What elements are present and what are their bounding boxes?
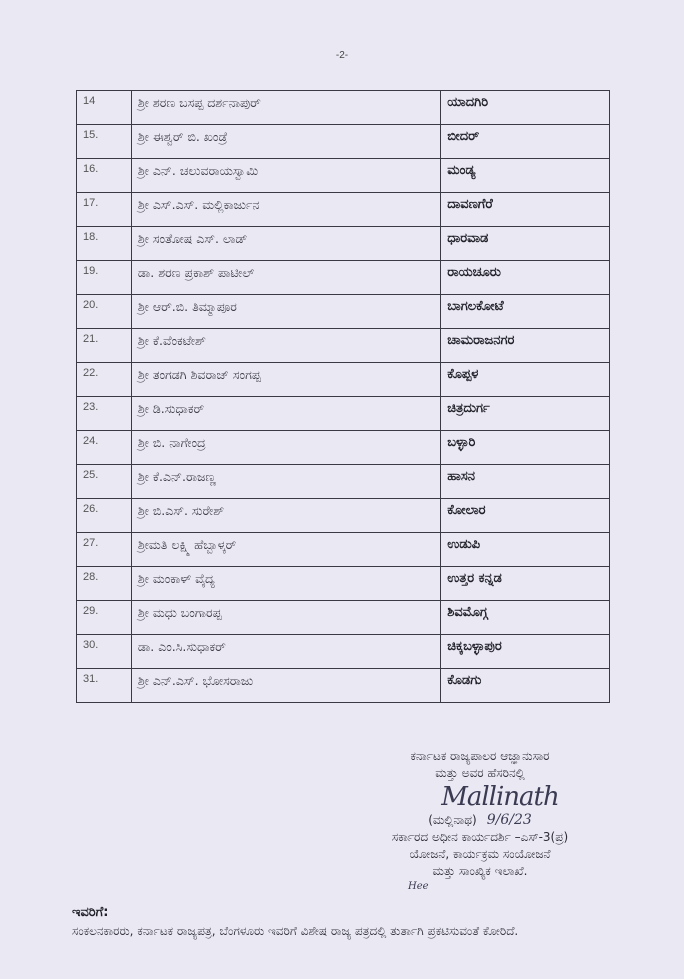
recipient-heading: ಇವರಿಗೆ:	[72, 905, 109, 920]
minister-district-table	[76, 90, 610, 703]
table-row	[77, 533, 610, 567]
signature-block	[330, 748, 630, 894]
serial-number: 29.	[77, 601, 132, 635]
minister-name: ಶ್ರೀ ಈಶ್ವರ್ ಬಿ. ಖಂಡ್ರೆ	[131, 125, 440, 159]
district-name: ಚಾಮರಾಜನಗರ	[441, 329, 610, 363]
authority-line-1: ಕರ್ನಾಟಕ ರಾಜ್ಯಪಾಲರ ಆಜ್ಞಾನುಸಾರ	[410, 749, 550, 763]
page-number: -2-	[335, 50, 349, 61]
minister-name: ಶ್ರೀ ಎನ್. ಚಲುವರಾಯಸ್ವಾಮಿ	[131, 159, 440, 193]
serial-number: 27.	[77, 533, 132, 567]
table-row	[77, 261, 610, 295]
minister-name: ಶ್ರೀ ಎಸ್.ಎಸ್. ಮಲ್ಲಿಕಾರ್ಜುನ	[131, 193, 440, 227]
department-line-2: ಮತ್ತು ಸಾಂಖ್ಯಿಕ ಇಲಾಖೆ.	[432, 864, 528, 878]
table-row	[77, 397, 610, 431]
district-name: ಕೊಡಗು	[441, 669, 610, 703]
district-name: ಧಾರವಾಡ	[441, 227, 610, 261]
district-name: ಚಿಕ್ಕಬಳ್ಳಾಪುರ	[441, 635, 610, 669]
table-row	[77, 431, 610, 465]
district-name: ಉಡುಪಿ	[441, 533, 610, 567]
signatory-name: (ಮಲ್ಲಿನಾಥ)	[428, 813, 477, 827]
table-row	[77, 91, 610, 125]
table-row	[77, 601, 610, 635]
minister-name: ಡಾ. ಎಂ.ಸಿ.ಸುಧಾಕರ್	[131, 635, 440, 669]
serial-number: 18.	[77, 227, 132, 261]
signatory-line	[330, 812, 630, 829]
signature-date: 9/6/23	[486, 812, 532, 828]
department-line-1: ಯೋಜನೆ, ಕಾರ್ಯಕ್ರಮ ಸಂಯೋಜನೆ	[409, 847, 551, 861]
minister-name: ಶ್ರೀ ತಂಗಡಗಿ ಶಿವರಾಜ್ ಸಂಗಪ್ಪ	[131, 363, 440, 397]
serial-number: 14	[77, 91, 132, 125]
table-row	[77, 295, 610, 329]
serial-number: 17.	[77, 193, 132, 227]
table-row	[77, 363, 610, 397]
table-row	[77, 227, 610, 261]
minister-name: ಶ್ರೀ ಬಿ. ನಾಗೇಂದ್ರ	[131, 431, 440, 465]
table-row	[77, 465, 610, 499]
district-name: ಬಳ್ಳಾರಿ	[441, 431, 610, 465]
district-name: ಹಾಸನ	[441, 465, 610, 499]
table-row	[77, 567, 610, 601]
authority-line-2: ಮತ್ತು ಅವರ ಹೆಸರಿನಲ್ಲಿ	[435, 766, 525, 780]
district-name: ರಾಯಚೂರು	[441, 261, 610, 295]
district-name: ಮಂಡ್ಯ	[441, 159, 610, 193]
serial-number: 19.	[77, 261, 132, 295]
district-name: ದಾವಣಗೆರೆ	[441, 193, 610, 227]
minister-name: ಶ್ರೀ ಶರಣ ಬಸಪ್ಪ ದರ್ಶನಾಪುರ್	[131, 91, 440, 125]
minister-name: ಶ್ರೀ ಎನ್.ಎಸ್. ಭೋಸರಾಜು	[131, 669, 440, 703]
minister-name: ಶ್ರೀ ಕೆ.ವೆಂಕಟೇಶ್	[131, 329, 440, 363]
minister-name: ಡಾ. ಶರಣ ಪ್ರಕಾಶ್ ಪಾಟೀಲ್	[131, 261, 440, 295]
minister-name: ಶ್ರೀ ಡಿ.ಸುಧಾಕರ್	[131, 397, 440, 431]
serial-number: 31.	[77, 669, 132, 703]
district-name: ಕೋಲಾರ	[441, 499, 610, 533]
district-name: ಉತ್ತರ ಕನ್ನಡ	[441, 567, 610, 601]
table-row	[77, 669, 610, 703]
minister-name: ಶ್ರೀ ಮಂಕಾಳ್ ವೈದ್ಯ	[131, 567, 440, 601]
table-row	[77, 193, 610, 227]
initials: Hee	[408, 881, 429, 892]
serial-number: 22.	[77, 363, 132, 397]
serial-number: 20.	[77, 295, 132, 329]
minister-name: ಶ್ರೀ ಬಿ.ಎಸ್. ಸುರೇಶ್	[131, 499, 440, 533]
table-row	[77, 499, 610, 533]
table-row	[77, 329, 610, 363]
serial-number: 16.	[77, 159, 132, 193]
serial-number: 25.	[77, 465, 132, 499]
table-row	[77, 159, 610, 193]
table-row	[77, 635, 610, 669]
minister-name: ಶ್ರೀ ಸಂತೋಷ ಎಸ್. ಲಾಡ್	[131, 227, 440, 261]
district-name: ಬಾಗಲಕೋಟೆ	[441, 295, 610, 329]
district-name: ಶಿವಮೊಗ್ಗ	[441, 601, 610, 635]
recipient-body: ಸಂಕಲನಕಾರರು, ಕರ್ನಾಟಕ ರಾಜ್ಯಪತ್ರ, ಬೆಂಗಳೂರು ಇವರಿಗೆ ವಿಶೇಷ ರಾಜ್ಯ ಪತ್ರದಲ್ಲಿ ತುರ್ತಾಗಿ ಪ್ರಕಟಿಸುವಂತೆ ಕೋರಿದೆ.	[72, 924, 519, 938]
serial-number: 28.	[77, 567, 132, 601]
serial-number: 21.	[77, 329, 132, 363]
serial-number: 26.	[77, 499, 132, 533]
serial-number: 30.	[77, 635, 132, 669]
serial-number: 23.	[77, 397, 132, 431]
minister-name: ಶ್ರೀಮತಿ ಲಕ್ಷ್ಮಿ ಹೆಬ್ಬಾಳ್ಕರ್	[131, 533, 440, 567]
table-row	[77, 125, 610, 159]
designation: ಸರ್ಕಾರದ ಅಧೀನ ಕಾರ್ಯದರ್ಶಿ –ಎಸ್-3(ಪ್ರ)	[391, 830, 569, 844]
minister-name: ಶ್ರೀ ಮಧು ಬಂಗಾರಪ್ಪ	[131, 601, 440, 635]
district-name: ಬೀದರ್	[441, 125, 610, 159]
district-name: ಚಿತ್ರದುರ್ಗ	[441, 397, 610, 431]
district-name: ಯಾದಗಿರಿ	[441, 91, 610, 125]
minister-name: ಶ್ರೀ ಆರ್.ಬಿ. ತಿಮ್ಮಾಪೂರ	[131, 295, 440, 329]
handwritten-signature: Mallinath	[441, 782, 559, 812]
serial-number: 24.	[77, 431, 132, 465]
district-name: ಕೊಪ್ಪಳ	[441, 363, 610, 397]
table-body	[77, 91, 610, 703]
serial-number: 15.	[77, 125, 132, 159]
minister-name: ಶ್ರೀ ಕೆ.ಎನ್.ರಾಜಣ್ಣ	[131, 465, 440, 499]
